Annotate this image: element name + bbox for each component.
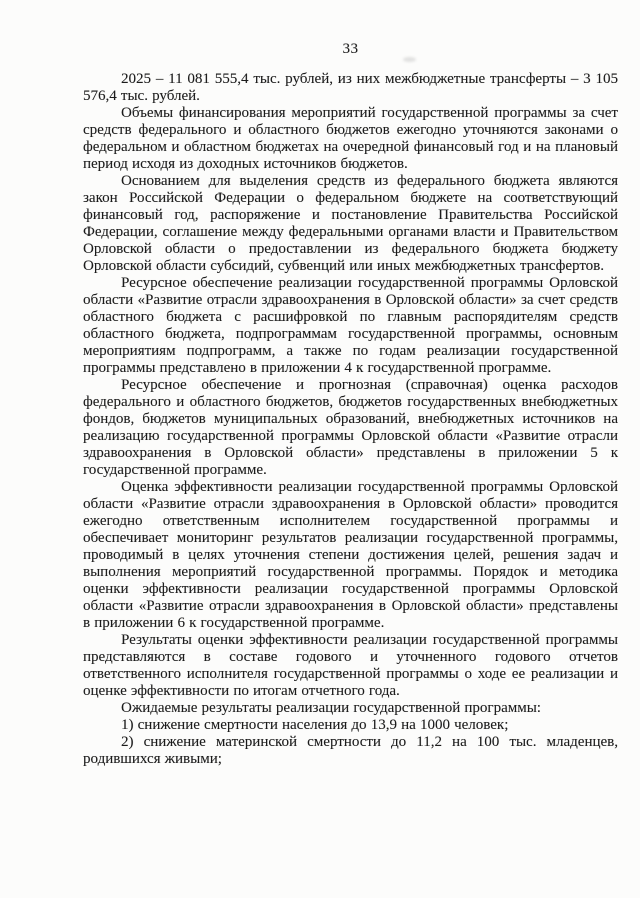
- paragraph: Результаты оценки эффективности реализации государственной программы представляются в составе годового и уточненного годового отчетов ответственного исполнителя государственной программы о ходе ее реализации и оценке эффективности по итогам отчетного года.: [83, 632, 618, 699]
- paragraph: 2025 – 11 081 555,4 тыс. рублей, из них межбюджетные трансферты – 3 105 576,4 тыс. рублей.: [83, 71, 618, 104]
- paragraph: 2) снижение материнской смертности до 11,2 на 100 тыс. младенцев, родившихся живыми;: [83, 734, 618, 767]
- paragraph: Ожидаемые результаты реализации государственной программы:: [121, 700, 541, 716]
- paragraph: Ресурсное обеспечение реализации государственной программы Орловской области «Развитие отрасли здравоохранения в Орловской области» за счет средств областного бюджета с расшифровкой по главным распорядителям средств областного бюджета, подпрограммам государственной программы, основным мероприятиям подпрограмм, а также по годам реализации государственной программы представлено в приложении 4 к государственной программе.: [83, 275, 618, 376]
- document-body: [83, 71, 618, 768]
- paragraph: Основанием для выделения средств из федерального бюджета являются закон Российской Федерации о федеральном бюджете на соответствующий финансовый год, распоряжение и постановление Правительства Российской Федерации, соглашение между федеральными органами власти и Правительством Орловской области о предоставлении из федерального бюджета бюджету Орловской области субсидий, субвенций или иных межбюджетных трансфертов.: [83, 173, 618, 274]
- page-number: 33: [342, 41, 359, 57]
- paragraph: Объемы финансирования мероприятий государственной программы за счет средств федерального и областного бюджетов ежегодно уточняются законами о федеральном и областном бюджетах на очередной финансовый год и на плановый период исходя из доходных источников бюджетов.: [83, 105, 618, 172]
- paragraph: Оценка эффективности реализации государственной программы Орловской области «Развитие отрасли здравоохранения в Орловской области» проводится ежегодно ответственным исполнителем государственной программы и обеспечивает мониторинг результатов реализации государственной программы, проводимый в целях уточнения степени достижения целей, решения задач и выполнения мероприятий государственной программы. Порядок и методика оценки эффективности реализации государственной программы Орловской области «Развитие отрасли здравоохранения в Орловской области» представлены в приложении 6 к государственной программе.: [83, 479, 618, 631]
- paragraph: Ресурсное обеспечение и прогнозная (справочная) оценка расходов федерального и областного бюджетов, бюджетов государственных внебюджетных фондов, бюджетов муниципальных образований, внебюджетных источников на реализацию государственной программы Орловской области «Развитие отрасли здравоохранения в Орловской области» представлены в приложении 5 к государственной программе.: [83, 377, 618, 478]
- scan-artifact: [403, 57, 416, 62]
- paragraph: 1) снижение смертности населения до 13,9 на 1000 человек;: [121, 717, 509, 733]
